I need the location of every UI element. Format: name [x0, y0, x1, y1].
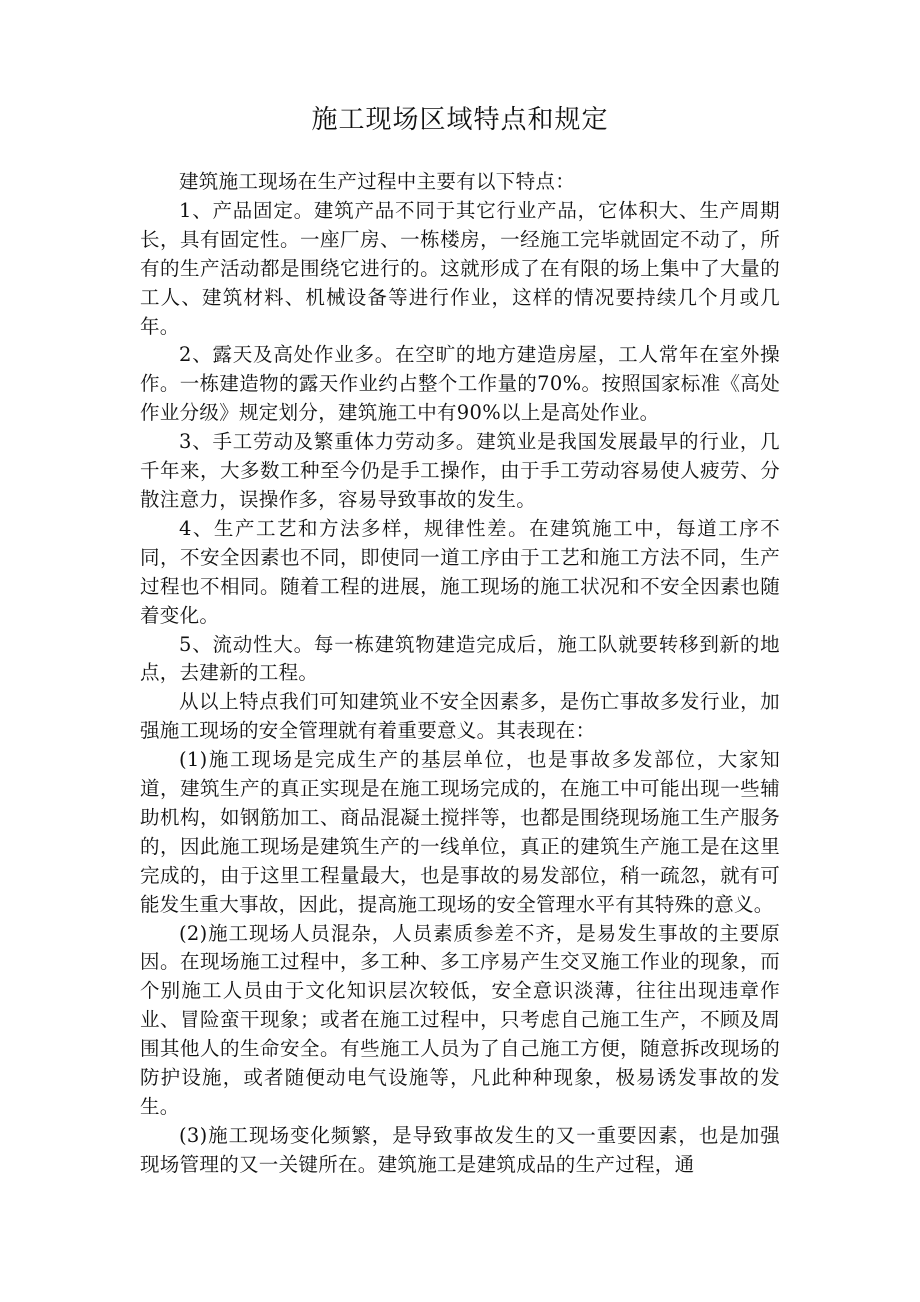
intro-paragraph: 建筑施工现场在生产过程中主要有以下特点： — [179, 170, 576, 193]
point-paragraph-1: (1)施工现场是完成生产的基层单位，也是事故多发部位，大家知道，建筑生产的真正实现是在施工现场完成的，在施工中可能出现一些辅助机构，如钢筋加工、商品混凝土搅拌等，也都是围绕现场施工生产服务的，因此施工现场是建筑生产的一线单位，真正的建筑生产施工是在这里完成的，由于这里工程量最大，也是事故的易发部位，稍一疏忽，就有可能发生重大事故，因此，提高施工现场的安全管理水平有其特殊的意义。 — [140, 748, 780, 916]
feature-paragraph-5: 5、流动性大。每一栋建筑物建造完成后，施工队就要转移到新的地点，去建新的工程。 — [140, 632, 780, 685]
point-paragraph-3: (3)施工现场变化频繁，是导致事故发生的又一重要因素，也是加强现场管理的又一关键所在。建筑施工是建筑成品的生产过程，通 — [140, 1123, 780, 1176]
feature-paragraph-4: 4、生产工艺和方法多样，规律性差。在建筑施工中，每道工序不同，不安全因素也不同，即使同一道工序由于工艺和施工方法不同，生产过程也不相同。随着工程的进展，施工现场的施工状况和不安全因素也随着变化。 — [140, 516, 780, 627]
document-body — [140, 168, 780, 1180]
feature-paragraph-2: 2、露天及高处作业多。在空旷的地方建造房屋，工人常年在室外操作。一栋建造物的露天作业约占整个工作量的70%。按照国家标准《高处作业分级》规定划分，建筑施工中有90%以上是高处作业。 — [140, 343, 780, 425]
point-paragraph-2: (2)施工现场人员混杂，人员素质参差不齐，是易发生事故的主要原因。在现场施工过程中，多工种、多工序易产生交叉施工作业的现象，而个别施工人员由于文化知识层次较低，安全意识淡薄，往往出现违章作业、冒险蛮干现象；或者在施工过程中，只考虑自己施工生产，不顾及周围其他人的生命安全。有些施工人员为了自己施工方便，随意拆改现场的防护设施，或者随便动电气设施等，凡此种种现象，极易诱发事故的发生。 — [140, 921, 780, 1118]
page-title: 施工现场区域特点和规定 — [311, 105, 609, 135]
feature-paragraph-3: 3、手工劳动及繁重体力劳动多。建筑业是我国发展最早的行业，几千年来，大多数工种至今仍是手工操作，由于手工劳动容易使人疲劳、分散注意力，误操作多，容易导致事故的发生。 — [140, 430, 780, 511]
feature-paragraph-1: 1、产品固定。建筑产品不同于其它行业产品，它体积大、生产周期长，具有固定性。一座厂房、一栋楼房，一经施工完毕就固定不动了，所有的生产活动都是围绕它进行的。这就形成了在有限的场上集中了大量的工人、建筑材料、机械设备等进行作业，这样的情况要持续几个月或几年。 — [140, 198, 780, 338]
summary-paragraph: 从以上特点我们可知建筑业不安全因素多，是伤亡事故多发行业，加强施工现场的安全管理就有着重要意义。其表现在： — [140, 690, 780, 743]
